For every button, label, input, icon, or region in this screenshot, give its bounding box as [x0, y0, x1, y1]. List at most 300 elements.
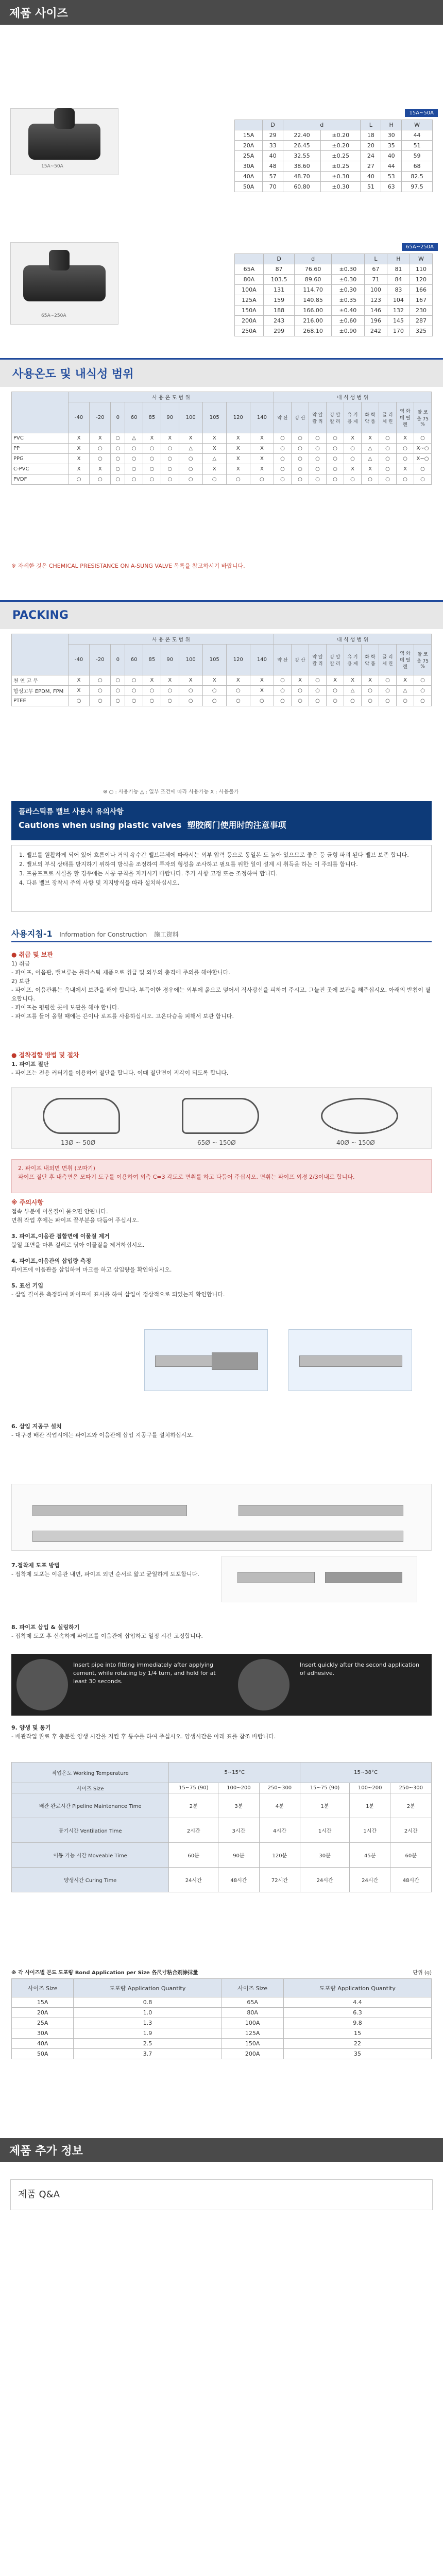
section-product-info: 제품 추가 정보 [0, 2138, 443, 2162]
temp-col-header: 100 [179, 645, 202, 675]
resistance-cell: ○ [111, 696, 125, 706]
size-value: 53 [381, 172, 402, 182]
curing-value: 24시간 [300, 1868, 350, 1892]
size-value: 100 [364, 285, 387, 295]
size-header: H [387, 254, 410, 264]
bond-value: 200A [222, 2049, 283, 2059]
resistance-cell: X [179, 675, 202, 686]
resistance-cell: ○ [274, 686, 292, 696]
size-value: ±0.60 [331, 316, 364, 326]
bond-value: 150A [222, 2039, 283, 2049]
size-value: 22.40 [283, 130, 321, 141]
resistance-cell: ○ [143, 474, 161, 485]
size-value: 89.60 [295, 275, 332, 285]
tool-size-label: 40Ø ~ 150Ø [336, 1139, 375, 1146]
chem-col-header: 강 알 칼 리 [327, 402, 344, 433]
size-value: 114.70 [295, 285, 332, 295]
chem-range-header: 내 식 성 범 위 [274, 392, 432, 402]
step8-section [11, 1623, 432, 1640]
resistance-cell: ○ [274, 675, 292, 686]
curing-value: 3시간 [218, 1818, 260, 1843]
bond-value: 100A [222, 2018, 283, 2028]
curing-value: 30분 [300, 1843, 350, 1868]
resistance-cell: X [226, 454, 250, 464]
temp-range-header: 사 용 온 도 범 위 [69, 634, 274, 645]
curing-row [12, 1843, 432, 1868]
note-line: 접속 부분에 이물질이 묻으면 안됩니다. [11, 1208, 108, 1215]
resistance-cell: △ [179, 444, 202, 454]
size-value: 140.85 [295, 295, 332, 306]
resistance-cell: ○ [179, 696, 202, 706]
insertion-diagram-right [288, 1329, 412, 1391]
resistance-cell: X [397, 464, 414, 474]
material-row [12, 444, 432, 454]
bond-value: 1.0 [74, 2008, 222, 2018]
temp-col-header: 105 [202, 402, 226, 433]
resistance-cell: ○ [309, 686, 327, 696]
resistance-cell: ○ [125, 686, 143, 696]
col-W: W [402, 120, 433, 130]
size-value: ±0.25 [321, 161, 361, 172]
size-value: 29 [263, 130, 283, 141]
curing-label: 통기시간 Ventilation Time [12, 1818, 169, 1843]
tee-fitting-large-image [10, 242, 118, 325]
resistance-cell: X [292, 675, 309, 686]
bond-row [12, 2039, 432, 2049]
size-value: 188 [263, 306, 295, 316]
resistance-cell: X [344, 675, 362, 686]
resistance-cell: X [161, 433, 179, 444]
temp-col-header: -40 [69, 645, 90, 675]
chem-col-header: 알 코 올 75 % [414, 645, 432, 675]
size-value: 18 [361, 130, 381, 141]
resistance-cell: ○ [344, 454, 362, 464]
bond-value: 6.3 [283, 2008, 431, 2018]
resistance-cell: ○ [69, 474, 90, 485]
resistance-cell: ○ [327, 696, 344, 706]
resistance-cell: ○ [414, 433, 432, 444]
bond-value: 22 [283, 2039, 431, 2049]
chem-col-header: 화 학 약 품 [362, 645, 379, 675]
size-value: 131 [263, 285, 295, 295]
size-value: 32.55 [283, 151, 321, 161]
size-value: 30 [381, 130, 402, 141]
size-value: 166 [410, 285, 432, 295]
bond-value: 4.4 [283, 1997, 431, 2008]
resistance-cell: ○ [125, 464, 143, 474]
qa-section[interactable] [10, 2179, 433, 2210]
curing-value: 45분 [349, 1843, 390, 1868]
resistance-cell: X [397, 433, 414, 444]
size-label: 80A [235, 275, 264, 285]
resistance-cell: ○ [327, 444, 344, 454]
col-L: L [361, 120, 381, 130]
resistance-cell: ○ [362, 686, 379, 696]
note-section [11, 1198, 432, 1299]
resistance-cell: ○ [125, 444, 143, 454]
curing-value: 2분 [169, 1793, 218, 1818]
curing-value: 120분 [259, 1843, 300, 1868]
size-value: 104 [387, 295, 410, 306]
resistance-cell: △ [202, 454, 226, 464]
resistance-cell: ○ [143, 686, 161, 696]
material-name: PTEE [12, 696, 69, 706]
bond-value: 15 [283, 2028, 431, 2039]
temp-col-header: 85 [143, 645, 161, 675]
size-label: 30A [235, 161, 263, 172]
insertion-diagram-left [144, 1329, 268, 1391]
chem-col-header: 글 리 세 린 [379, 402, 397, 433]
size-value: 26.45 [283, 141, 321, 151]
resistance-cell: ○ [179, 454, 202, 464]
size-value: 35 [381, 141, 402, 151]
cutter-tools-illustration [11, 1087, 432, 1149]
handling-line: - 파이프는 평평한 곳에 보관을 해야 합니다. [11, 1004, 120, 1011]
step1-body: - 파이프는 전용 커터기를 이용하여 절단을 합니다. 이때 절단면이 직각이 되도록 합니다. [11, 1070, 229, 1076]
resistance-cell: ○ [379, 464, 397, 474]
resistance-cell: ○ [274, 474, 292, 485]
resistance-cell: ○ [90, 686, 111, 696]
caution-title-kr: 플라스틱류 밸브 사용시 유의사항 [19, 808, 124, 816]
curing-value: 72시간 [259, 1868, 300, 1892]
resistance-cell: X [344, 464, 362, 474]
size-value: ±0.25 [321, 151, 361, 161]
bond-row [12, 1997, 432, 2008]
curing-value: 90분 [218, 1843, 260, 1868]
size-label: 200A [235, 316, 264, 326]
resistance-cell: ○ [292, 464, 309, 474]
col-d1: d [283, 120, 361, 130]
chem-col-header: 약 알 칼 리 [309, 645, 327, 675]
resistance-cell: ○ [90, 696, 111, 706]
temp-col-header: 140 [250, 402, 274, 433]
size-value: 299 [263, 326, 295, 336]
step3-body: 붙일 표면을 마른 걸레로 닦아 이물질을 제거하십시오. [11, 1242, 145, 1248]
step9-title: 9. 양생 및 통기 [11, 1724, 51, 1731]
resistance-cell: ○ [309, 464, 327, 474]
bond-value: 20A [12, 2008, 74, 2018]
packing-table [11, 634, 432, 706]
resistance-cell: ○ [292, 686, 309, 696]
bond-value: 50A [12, 2049, 74, 2059]
resistance-cell: ○ [344, 474, 362, 485]
chem-col-header: 유 기 용 제 [344, 402, 362, 433]
size-value: ±0.30 [321, 182, 361, 192]
resistance-cell: ○ [202, 696, 226, 706]
size-value: 110 [410, 264, 432, 275]
resistance-cell: ○ [309, 454, 327, 464]
resistance-cell: X [362, 464, 379, 474]
handling-section [11, 951, 432, 1021]
size-header: d [295, 254, 332, 264]
resistance-cell: ○ [125, 454, 143, 464]
curing-header: 5~15°C [169, 1762, 300, 1783]
curing-time-table [11, 1762, 432, 1892]
insertion-photo-left [16, 1659, 68, 1710]
bond-title: ※ 각 사이즈별 본드 도포량 Bond Application per Size 各尺寸粘合剂涂抹量 [11, 1970, 198, 1976]
resistance-cell: ○ [274, 433, 292, 444]
resistance-cell: ○ [161, 686, 179, 696]
resistance-cell: ○ [111, 454, 125, 464]
resistance-cell: X [250, 686, 274, 696]
image-caption-large: 65A~250A [41, 313, 66, 318]
step7-title: 7.접착제 도포 방법 [11, 1562, 60, 1569]
resistance-cell: X [327, 675, 344, 686]
temp-col-header: 60 [125, 645, 143, 675]
curing-row [12, 1818, 432, 1843]
size-row [235, 306, 433, 316]
construction-title-cn: 施工资料 [154, 931, 179, 938]
resistance-cell: X [69, 433, 90, 444]
caution-list [11, 845, 432, 912]
bond-value: 9.8 [283, 2018, 431, 2028]
resistance-cell: ○ [414, 675, 432, 686]
packing-legend: ※ ○ : 사용가능 △ : 일부 조건에 따라 사용가능 X : 사용불가 [103, 789, 239, 795]
size-value: 48.70 [283, 172, 321, 182]
material-name: 천 연 고 무 [12, 675, 69, 686]
material-name: PVDF [12, 474, 69, 485]
corner-cell [12, 392, 69, 433]
bond-header: 사이즈 Size [12, 1979, 74, 1997]
pipe-cutter-medium-icon [182, 1098, 259, 1134]
bond-row [12, 2008, 432, 2018]
size-row [235, 161, 433, 172]
resistance-cell: X [226, 433, 250, 444]
size-value: 97.5 [402, 182, 433, 192]
size-label: 125A [235, 295, 264, 306]
curing-value: 1분 [300, 1793, 350, 1818]
size-label: 100A [235, 285, 264, 295]
resistance-cell: ○ [379, 696, 397, 706]
resistance-cell: ○ [90, 675, 111, 686]
size-value: 103.5 [263, 275, 295, 285]
resistance-cell: ○ [179, 464, 202, 474]
resistance-cell: X [250, 454, 274, 464]
resistance-cell: X~○ [414, 444, 432, 454]
tool-size-label: 65Ø ~ 150Ø [197, 1139, 236, 1146]
resistance-cell: ○ [143, 696, 161, 706]
caution-item: 1. 밸브를 원활하게 되어 있어 흐름이나 거의 유수간 밸브본체에 따라서는 외부 압력 등으로 동일본 도 높아 있으므로 좋은 등 균형 파괴 된다 밸브 보존 합니다. [19, 852, 409, 858]
curing-value: 2시간 [390, 1818, 432, 1843]
resistance-cell: ○ [179, 686, 202, 696]
curing-size: 사이즈 Size [12, 1783, 169, 1793]
step2-title: 2. 파이프 내외면 면취 (모따기) [18, 1165, 95, 1172]
bond-value: 65A [222, 1997, 283, 2008]
resistance-cell: ○ [125, 474, 143, 485]
resistance-cell: ○ [344, 696, 362, 706]
resistance-cell: △ [397, 686, 414, 696]
material-name: PP [12, 444, 69, 454]
size-row [235, 172, 433, 182]
step2-body: 파이프 절단 후 내측면은 모따기 도구를 이용하여 외측 C=3 각도로 면취를 하고 다듬어 주십시오. 면취는 파이프 외경 2/3이내로 합니다. [18, 1174, 355, 1180]
bond-row [12, 2018, 432, 2028]
resistance-cell: ○ [161, 444, 179, 454]
size-value: 40 [263, 151, 283, 161]
resistance-cell: X [250, 433, 274, 444]
size-value: 67 [364, 264, 387, 275]
handling-line: - 파이프를 들어 올릴 때에는 끈이나 로프를 사용하십시오. 고온다습을 피해서 보관 합니다. [11, 1013, 234, 1020]
size-row [235, 275, 433, 285]
curing-value: 60분 [169, 1843, 218, 1868]
size-row [235, 285, 433, 295]
jig-installation-diagram [11, 1484, 432, 1551]
resistance-cell: ○ [274, 444, 292, 454]
material-row [12, 433, 432, 444]
temp-col-header: 100 [179, 402, 202, 433]
curing-row [12, 1868, 432, 1892]
size-value: ±0.20 [321, 141, 361, 151]
size-value: 60.80 [283, 182, 321, 192]
joining-title: ● 접착접합 방법 및 절차 [11, 1052, 79, 1059]
temp-col-header: 90 [161, 645, 179, 675]
insertion-caption-right: Insert quickly after the second application of adhesive. [300, 1662, 420, 1676]
bond-row [12, 2028, 432, 2039]
bond-value: 1.9 [74, 2028, 222, 2039]
temp-col-header: -40 [69, 402, 90, 433]
step5-body: - 삽입 길이를 측정하여 파이프에 표시를 하여 삽입이 정상적으로 되었는지 확인합니다. [11, 1291, 225, 1298]
resistance-cell: ○ [111, 464, 125, 474]
resistance-cell: X [202, 464, 226, 474]
size-row [235, 141, 433, 151]
cement-application-diagram [222, 1556, 417, 1602]
curing-value: 1분 [349, 1793, 390, 1818]
resistance-cell: ○ [143, 454, 161, 464]
temp-range-header: 사 용 온 도 범 위 [69, 392, 274, 402]
step4-title: 4. 파이프,이음관의 삽입량 측정 [11, 1258, 92, 1264]
resistance-cell: ○ [414, 696, 432, 706]
resistance-cell: X [90, 433, 111, 444]
material-name: PPG [12, 454, 69, 464]
construction-title-en: Information for Construction [59, 931, 147, 938]
resistance-cell: △ [362, 454, 379, 464]
bond-value: 125A [222, 2028, 283, 2039]
resistance-cell: ○ [309, 696, 327, 706]
resistance-cell: ○ [226, 686, 250, 696]
step1-title: 1. 파이프 절단 [11, 1061, 49, 1067]
bond-value: 15A [12, 1997, 74, 2008]
curing-row [12, 1793, 432, 1818]
resistance-cell: X~○ [414, 454, 432, 464]
resistance-cell: ○ [327, 454, 344, 464]
bond-application-table [11, 1978, 432, 2059]
bond-value: 40A [12, 2039, 74, 2049]
qa-label: 제품 Q&A [18, 2189, 60, 2200]
step8-body: - 접착제 도포 후 신속하게 파이프를 이음관에 삽입하고 일정 시간 고정합니다. [11, 1633, 203, 1639]
size-value: 145 [387, 316, 410, 326]
size-table-1 [234, 120, 433, 192]
curing-size: 100~200 [218, 1783, 260, 1793]
resistance-cell: ○ [111, 433, 125, 444]
size-label: 65A [235, 264, 264, 275]
material-row [12, 454, 432, 464]
resistance-cell: ○ [397, 474, 414, 485]
size-table-2 [234, 253, 433, 336]
tool-size-label: 13Ø ~ 50Ø [61, 1139, 96, 1146]
resistance-cell: ○ [226, 696, 250, 706]
resistance-cell: ○ [292, 474, 309, 485]
temp-col-header: 0 [111, 645, 125, 675]
caution-header [11, 801, 432, 840]
chem-col-header: 약 알 칼 리 [309, 402, 327, 433]
size-value: ±0.40 [331, 306, 364, 316]
size-value: ±0.30 [321, 172, 361, 182]
insertion-photo-right [238, 1659, 289, 1710]
insertion-photo-panel [11, 1654, 432, 1716]
size-header [235, 254, 264, 264]
curing-value: 60분 [390, 1843, 432, 1868]
chem-col-header: 화 학 약 품 [362, 402, 379, 433]
step6-title: 6. 삽입 지공구 설치 [11, 1423, 62, 1430]
resistance-cell: X [143, 433, 161, 444]
size-value: 33 [263, 141, 283, 151]
curing-value: 1시간 [349, 1818, 390, 1843]
curing-size: 15~75 (90) [169, 1783, 218, 1793]
resistance-cell: X [250, 444, 274, 454]
size-value: ±0.90 [331, 326, 364, 336]
resistance-cell: X [344, 433, 362, 444]
step9-body: - 배관작업 완료 후 충분한 양생 시간을 지킨 후 통수를 하여 주십시오. 양생시간은 아래 표를 참조 바랍니다. [11, 1733, 276, 1740]
resistance-cell: X [362, 675, 379, 686]
temp-col-header: 85 [143, 402, 161, 433]
resistance-cell: ○ [202, 686, 226, 696]
size-value: 24 [361, 151, 381, 161]
resistance-cell: ○ [143, 444, 161, 454]
size-label: 25A [235, 151, 263, 161]
handling-line: 1) 취급 [11, 960, 30, 967]
size-value: 40 [381, 151, 402, 161]
size-value: 57 [263, 172, 283, 182]
temp-col-header: 60 [125, 402, 143, 433]
resistance-cell: ○ [379, 433, 397, 444]
caution-item: 3. 프롬프트로 시설을 할 경우에는 시공 규칙을 지키시기 바랍니다. 추가 사항 고정 또는 조정하여 합니다. [19, 870, 278, 877]
caution-item: 4. 다른 밸브 장착시 주의 사항 및 지지방식을 따라 설치하십시오. [19, 879, 180, 886]
resistance-cell: ○ [379, 474, 397, 485]
resistance-cell: X [69, 675, 90, 686]
material-row [12, 474, 432, 485]
resistance-cell: ○ [327, 686, 344, 696]
material-name: PVC [12, 433, 69, 444]
size-value: 76.60 [295, 264, 332, 275]
size-label: 20A [235, 141, 263, 151]
step8-title: 8. 파이프 삽입 & 실링하기 [11, 1624, 80, 1631]
curing-value: 1시간 [300, 1818, 350, 1843]
step9-section [11, 1723, 432, 1741]
chem-col-header: 약 산 [274, 402, 292, 433]
resistance-cell: X [202, 433, 226, 444]
resistance-cell: X [69, 686, 90, 696]
curing-size: 15~75 (90) [300, 1783, 350, 1793]
resistance-cell: X [226, 464, 250, 474]
temp-col-header: 105 [202, 645, 226, 675]
resistance-cell: ○ [379, 444, 397, 454]
handling-line: 2) 보관 [11, 978, 30, 985]
size-value: 166.00 [295, 306, 332, 316]
resistance-cell: ○ [292, 444, 309, 454]
bond-value: 0.8 [74, 1997, 222, 2008]
resistance-cell: X [69, 464, 90, 474]
resistance-cell: ○ [161, 696, 179, 706]
resistance-cell: X [69, 454, 90, 464]
size-value: 242 [364, 326, 387, 336]
section-temp-range: 사용온도 및 내식성 범위 [0, 358, 443, 387]
resistance-cell: △ [344, 686, 362, 696]
size-label: 50A [235, 182, 263, 192]
resistance-cell: X [362, 433, 379, 444]
size-value: 51 [402, 141, 433, 151]
size-value: 83 [387, 285, 410, 295]
temp-col-header: 120 [226, 402, 250, 433]
chem-col-header: 강 산 [292, 402, 309, 433]
